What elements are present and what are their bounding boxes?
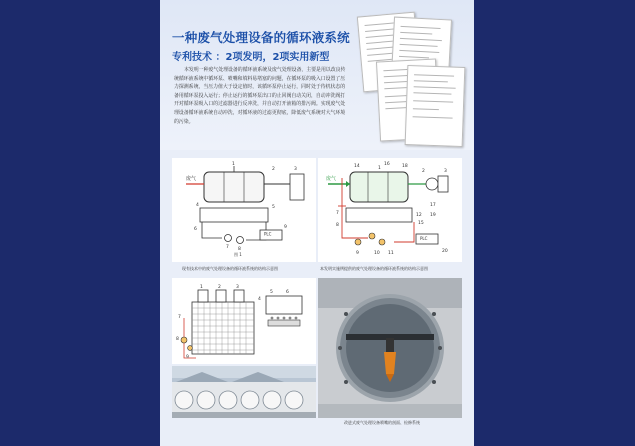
invention-num: 3 xyxy=(444,169,447,174)
packing-grid-num: 9 xyxy=(186,355,189,360)
invention-num: 19 xyxy=(430,213,436,218)
rooftop-equipment-image xyxy=(172,366,316,418)
invention-num: 16 xyxy=(384,162,390,167)
prior-art-num: 1 xyxy=(232,162,235,167)
invention-num: 1 xyxy=(378,166,381,171)
invention-num: 17 xyxy=(430,203,436,208)
invention-num: 14 xyxy=(354,164,360,169)
document-title: 一种废气处理设备的循环液系统 xyxy=(172,30,350,45)
document-body-text: 本发明一种废气处理设备的循环液系统及废气处理设备，主要是用以改良传统循环液系统中循环泵、喷嘴和填料易堵塞的问题，在循环泵的吸入口设置了压力探测系统，当压力值大于设定值时，该循环泵停止运行，同时处于待机状态的备用循环泵投入运行；停止运行的循环泵出口的止回阀自动关闭，自动冲洗阀打开对循环泵吸入口的过滤器进行反冲洗，并自动打开液箱的排污阀。实现废气处理设备循环液系统自动冲洗，对循环液的过滤更彻底，降低废气系统对大气环境的污染。 xyxy=(174,67,346,125)
invention-plc-label: PLC xyxy=(420,236,428,241)
packing-grid-num: 1 xyxy=(200,285,203,290)
packing-grid-schematic xyxy=(172,278,316,364)
prior-art-schematic xyxy=(172,158,316,262)
invention-num: 2 xyxy=(422,169,425,174)
caption-prior-art: 现有技术中的废气处理设备的循环液系统的结构示意图 xyxy=(182,266,278,271)
prior-art-num: 3 xyxy=(294,167,297,172)
prior-art-inlet-label: 废气 xyxy=(186,176,197,182)
invention-num: 18 xyxy=(402,164,408,169)
prior-art-figure-label: 图 1 xyxy=(234,252,242,257)
diagram-prior-art xyxy=(172,158,316,262)
packing-grid-num: 4 xyxy=(258,297,261,302)
caption-nozzle-photo: 改进式废气处理设备喷嘴的剖面、检修系统 xyxy=(344,420,420,425)
invention-num: 11 xyxy=(388,251,394,256)
invention-num: 10 xyxy=(374,251,380,256)
prior-art-num: 2 xyxy=(272,167,275,172)
packing-grid-num: 5 xyxy=(270,290,273,295)
prior-art-num: 7 xyxy=(226,245,229,250)
caption-invention: 本发明实施例提供的废气处理设备的循环液系统的结构示意图 xyxy=(320,266,428,271)
packing-grid-num: 6 xyxy=(286,290,289,295)
invention-schematic xyxy=(318,158,462,262)
prior-art-num: 8 xyxy=(238,247,241,252)
diagram-invention xyxy=(318,158,462,262)
prior-art-num: 9 xyxy=(284,225,287,230)
prior-art-plc-label: PLC xyxy=(264,231,272,237)
invention-num: 20 xyxy=(442,249,448,254)
invention-num: 15 xyxy=(418,221,424,226)
packing-grid-num: 3 xyxy=(236,285,239,290)
invention-num: 8 xyxy=(336,223,339,228)
prior-art-num: 5 xyxy=(272,205,275,210)
invention-num: 9 xyxy=(356,251,359,256)
document-page xyxy=(160,0,474,446)
photo-rooftop-equipment xyxy=(172,366,316,418)
packing-grid-num: 8 xyxy=(176,337,179,342)
photo-nozzle-inspection-port xyxy=(318,278,462,418)
packing-grid-num: 7 xyxy=(178,315,181,320)
invention-inlet-label: 废气 xyxy=(326,176,337,182)
packing-grid-num: 2 xyxy=(218,285,221,290)
prior-art-num: 6 xyxy=(194,227,197,232)
invention-num: 7 xyxy=(336,211,339,216)
document-subtitle: 专利技术 ：2项发明，2项实用新型 xyxy=(172,52,330,63)
invention-num: 12 xyxy=(416,213,422,218)
nozzle-inspection-image xyxy=(318,278,462,418)
diagram-packing-grid xyxy=(172,278,316,364)
prior-art-num: 4 xyxy=(196,203,199,208)
patent-certificate-4 xyxy=(405,65,466,147)
